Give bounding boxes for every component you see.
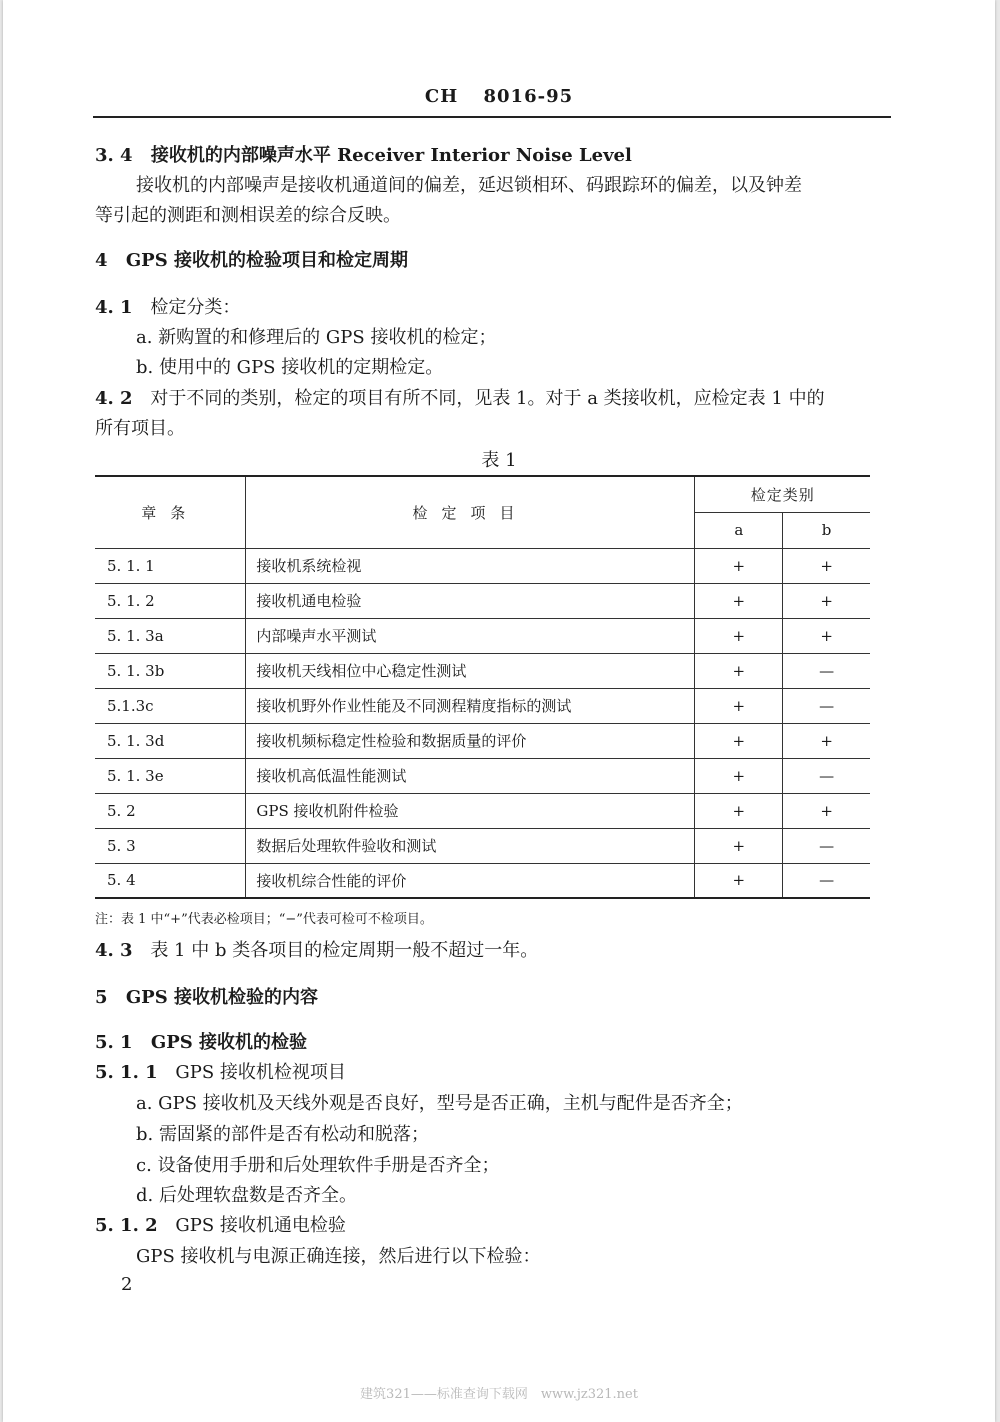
table-row xyxy=(95,828,870,863)
cell-a: + xyxy=(695,863,783,898)
list-item: c. 设备使用手册和后处理软件手册是否齐全； xyxy=(136,1155,500,1176)
section-title: GPS 接收机的检验 xyxy=(150,1032,308,1053)
section-4-2 xyxy=(95,384,825,410)
cell-b: — xyxy=(783,828,870,863)
cell-item: 接收机频标稳定性检验和数据质量的评价 xyxy=(246,723,695,758)
section-number: 4. 2 xyxy=(95,388,133,409)
paragraph-line: 所有项目。 xyxy=(95,418,185,439)
paragraph-line: GPS 接收机与电源正确连接，然后进行以下检验： xyxy=(136,1246,541,1267)
footer-watermark: 建筑321——标准查询下载网 www.jz321.net xyxy=(360,1387,638,1402)
section-number: 5 xyxy=(95,987,108,1008)
section-title: GPS 接收机检视项目 xyxy=(175,1062,346,1083)
table-row xyxy=(95,653,870,688)
section-title: GPS 接收机的检验项目和检定周期 xyxy=(125,250,408,271)
cell-clause: 5. 1. 3d xyxy=(95,723,246,758)
cell-clause: 5. 1. 1 xyxy=(95,548,246,583)
cell-item: 接收机综合性能的评价 xyxy=(246,863,695,898)
section-text: 对于不同的类别，检定的项目有所不同，见表 1。对于 a 类接收机，应检定表 1 中的 xyxy=(150,388,825,409)
section-3-4-heading xyxy=(95,141,632,167)
cell-item: 接收机系统检视 xyxy=(246,548,695,583)
document-page xyxy=(3,0,995,1422)
page-header xyxy=(3,86,995,107)
cell-a: + xyxy=(695,653,783,688)
cell-b: — xyxy=(783,758,870,793)
cell-b: — xyxy=(783,688,870,723)
cell-item: 数据后处理软件验收和测试 xyxy=(246,828,695,863)
section-number: 3. 4 xyxy=(95,145,133,166)
section-4-heading xyxy=(95,246,408,272)
cell-clause: 5. 1. 3e xyxy=(95,758,246,793)
cell-a: + xyxy=(695,828,783,863)
cell-item: 接收机通电检验 xyxy=(246,583,695,618)
section-4-3 xyxy=(95,936,538,962)
cell-a: + xyxy=(695,618,783,653)
section-text: 检定分类： xyxy=(150,297,241,318)
table-row xyxy=(95,618,870,653)
table-note: 注：表 1 中“+”代表必检项目；“−”代表可检可不检项目。 xyxy=(95,912,433,927)
cell-a: + xyxy=(695,583,783,618)
section-5-1-heading xyxy=(95,1028,307,1054)
section-4-1 xyxy=(95,293,240,319)
cell-b: — xyxy=(783,653,870,688)
cell-clause: 5. 4 xyxy=(95,863,246,898)
table-1 xyxy=(95,475,870,899)
col-header-category: 检定类别 xyxy=(695,476,870,512)
cell-a: + xyxy=(695,758,783,793)
cell-item: 接收机天线相位中心稳定性测试 xyxy=(246,653,695,688)
col-header-item: 检定项目 xyxy=(246,476,695,548)
section-number: 4 xyxy=(95,250,108,271)
header-code: 8016-95 xyxy=(483,86,574,107)
cell-b: + xyxy=(783,723,870,758)
section-text: 表 1 中 b 类各项目的检定周期一般不超过一年。 xyxy=(150,940,539,961)
col-header-b: b xyxy=(783,512,870,548)
list-item: a. GPS 接收机及天线外观是否良好，型号是否正确，主机与配件是否齐全； xyxy=(136,1093,743,1114)
section-title: GPS 接收机检验的内容 xyxy=(125,987,318,1008)
list-item: b. 需固紧的部件是否有松动和脱落； xyxy=(136,1124,429,1145)
section-title: GPS 接收机通电检验 xyxy=(175,1215,346,1236)
cell-a: + xyxy=(695,548,783,583)
table-row xyxy=(95,723,870,758)
cell-a: + xyxy=(695,793,783,828)
cell-b: + xyxy=(783,548,870,583)
cell-clause: 5.1.3c xyxy=(95,688,246,723)
section-number: 4. 3 xyxy=(95,940,133,961)
section-5-1-2 xyxy=(95,1211,346,1237)
cell-clause: 5. 1. 3a xyxy=(95,618,246,653)
table-row xyxy=(95,583,870,618)
table-row xyxy=(95,688,870,723)
cell-clause: 5. 1. 3b xyxy=(95,653,246,688)
header-rule xyxy=(93,116,891,118)
cell-item: 接收机高低温性能测试 xyxy=(246,758,695,793)
cell-clause: 5. 3 xyxy=(95,828,246,863)
list-item: d. 后处理软盘数是否齐全。 xyxy=(136,1185,357,1206)
cell-clause: 5. 2 xyxy=(95,793,246,828)
header-standard: CH xyxy=(424,86,459,107)
table-row xyxy=(95,548,870,583)
cell-item: 内部噪声水平测试 xyxy=(246,618,695,653)
cell-a: + xyxy=(695,688,783,723)
section-number: 4. 1 xyxy=(95,297,133,318)
section-5-heading xyxy=(95,983,318,1009)
section-number: 5. 1. 2 xyxy=(95,1215,158,1236)
page-number: 2 xyxy=(121,1274,133,1295)
col-header-a: a xyxy=(695,512,783,548)
paragraph-line: 等引起的测距和测相误差的综合反映。 xyxy=(95,205,401,226)
section-number: 5. 1 xyxy=(95,1032,133,1053)
paragraph-line: 接收机的内部噪声是接收机通道间的偏差，延迟锁相环、码跟踪环的偏差，以及钟差 xyxy=(136,175,802,196)
col-header-clause: 章条 xyxy=(95,476,246,548)
section-number: 5. 1. 1 xyxy=(95,1062,158,1083)
cell-item: 接收机野外作业性能及不同测程精度指标的测试 xyxy=(246,688,695,723)
cell-b: + xyxy=(783,583,870,618)
cell-a: + xyxy=(695,723,783,758)
cell-clause: 5. 1. 2 xyxy=(95,583,246,618)
cell-b: + xyxy=(783,618,870,653)
table-row xyxy=(95,793,870,828)
table-caption: 表 1 xyxy=(481,450,517,471)
cell-b: + xyxy=(783,793,870,828)
table-row xyxy=(95,863,870,898)
table-row xyxy=(95,758,870,793)
cell-b: — xyxy=(783,863,870,898)
cell-item: GPS 接收机附件检验 xyxy=(246,793,695,828)
list-item: b. 使用中的 GPS 接收机的定期检定。 xyxy=(136,357,444,378)
section-5-1-1 xyxy=(95,1058,346,1084)
section-title: 接收机的内部噪声水平 Receiver Interior Noise Level xyxy=(150,145,632,166)
list-item: a. 新购置的和修理后的 GPS 接收机的检定； xyxy=(136,327,497,348)
